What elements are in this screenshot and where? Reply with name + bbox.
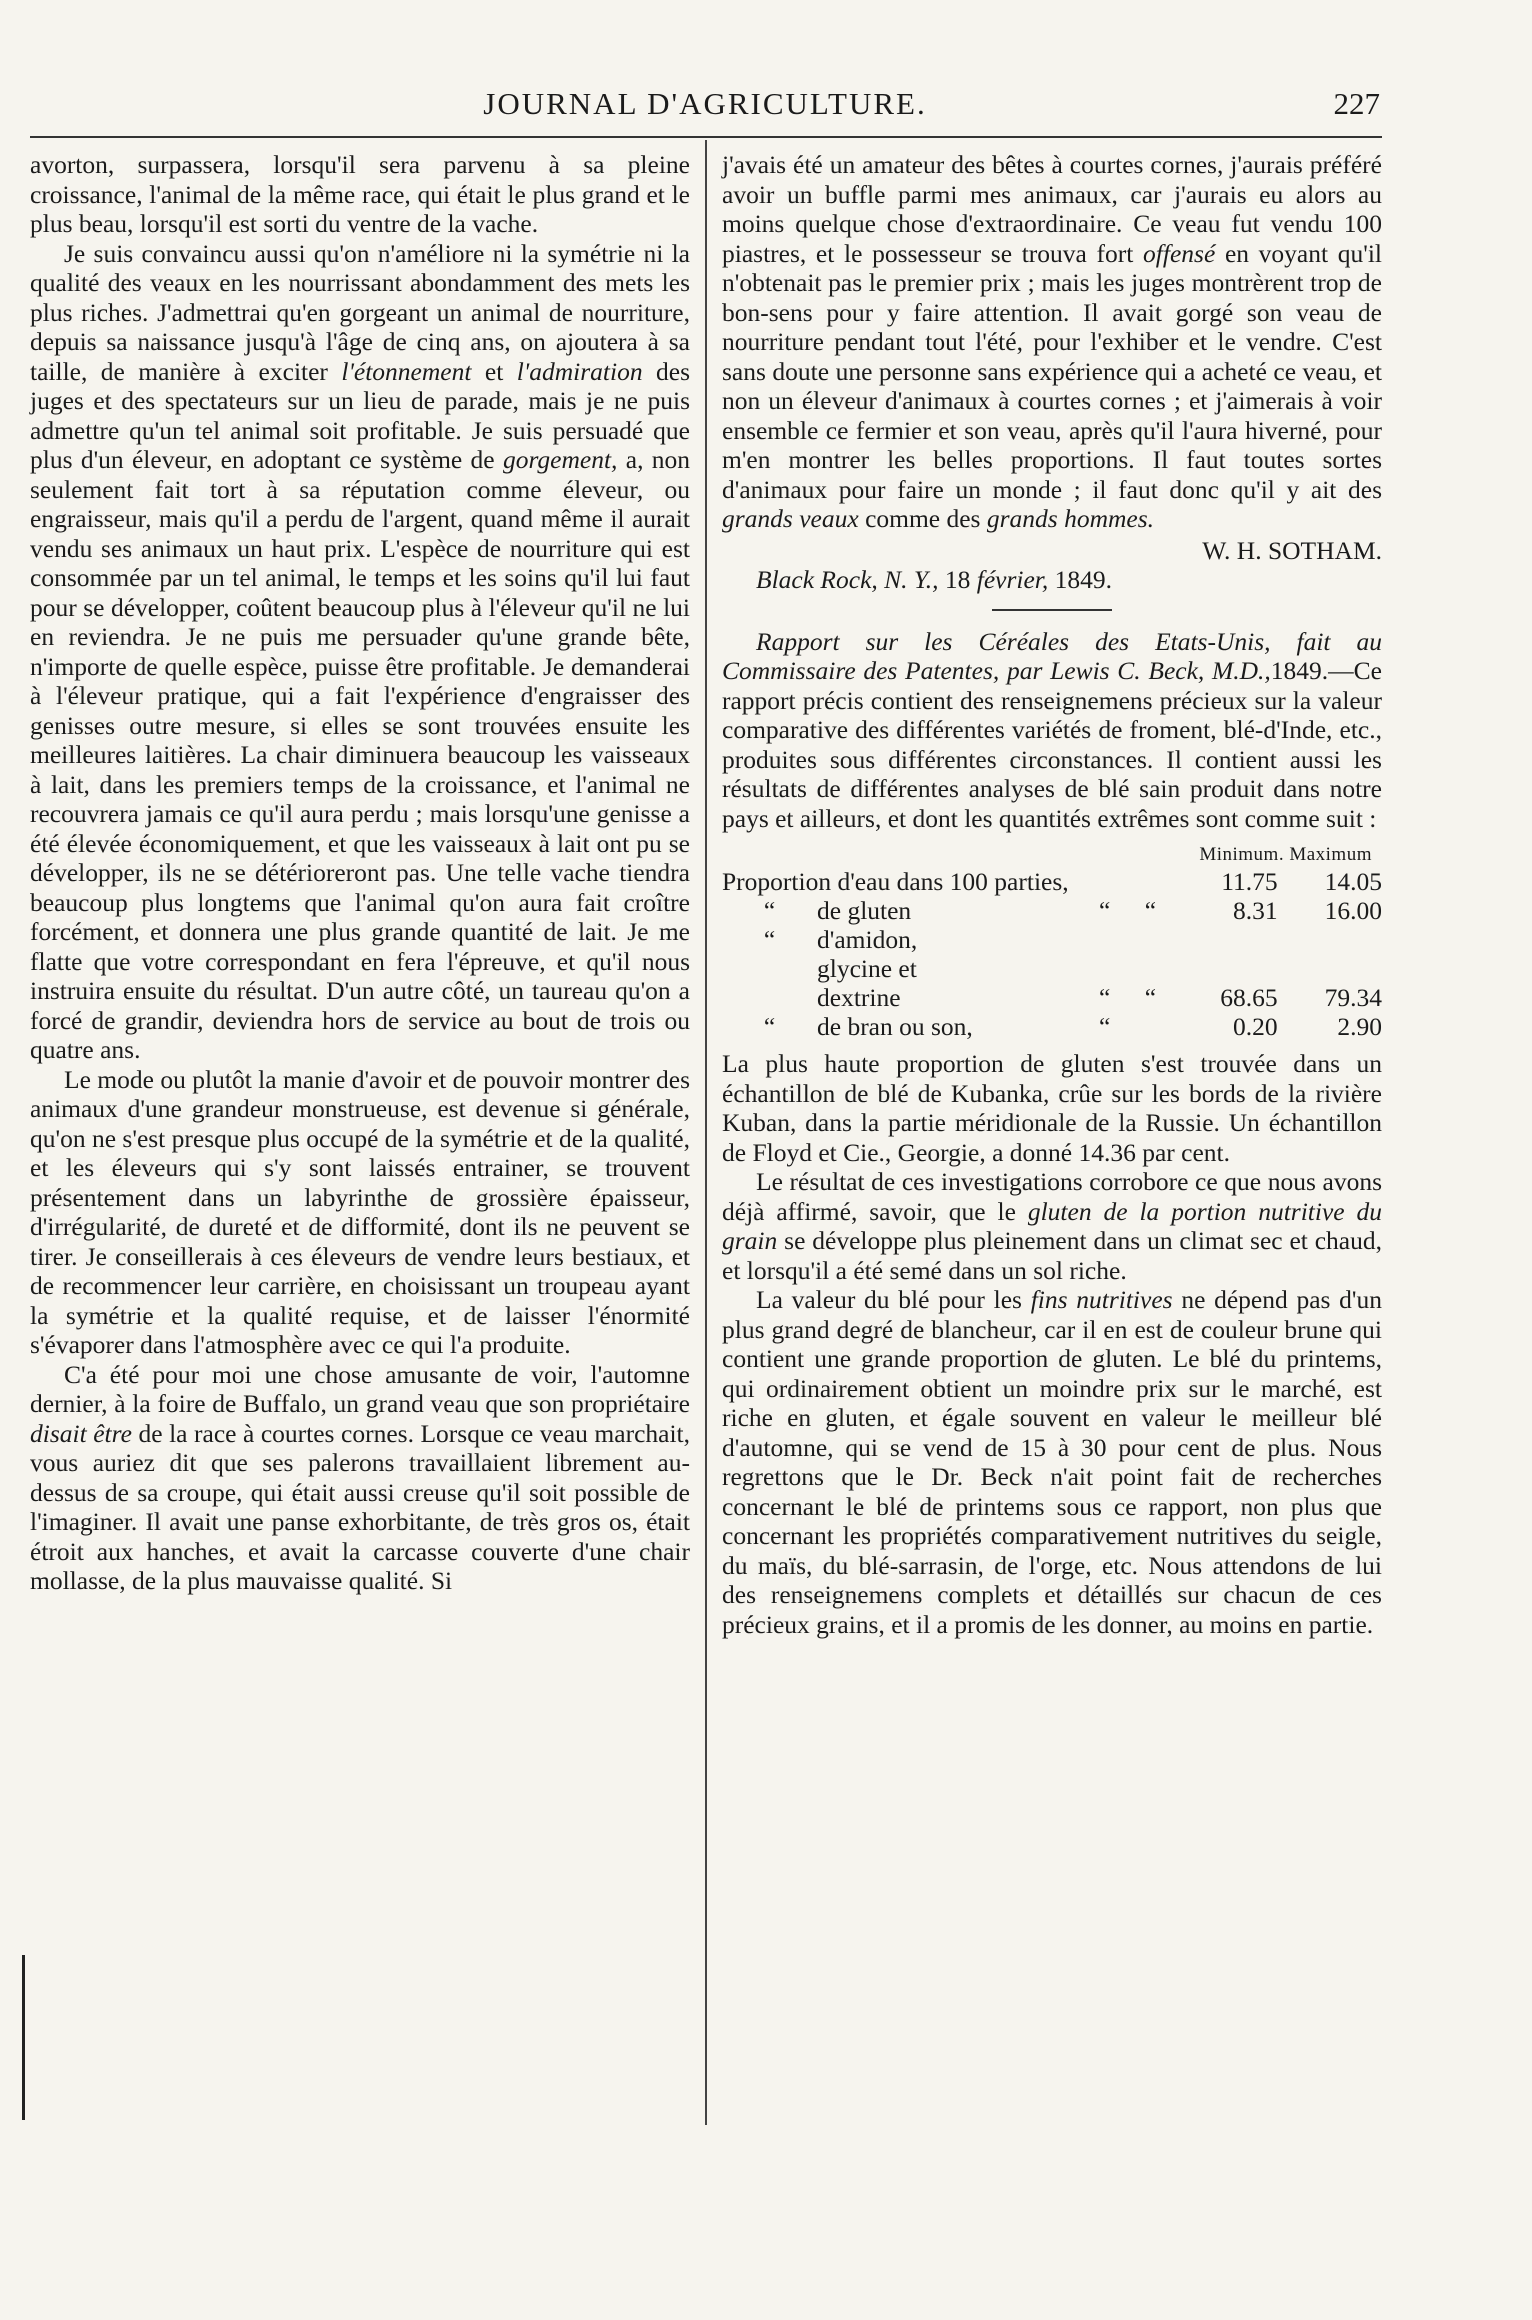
text-run: Le résultat de ces investigations corrobore ce que nous avons déjà affirmé, savoir, que le: [722, 1167, 1382, 1226]
paragraph: Le mode ou plutôt la manie d'avoir et de pouvoir montrer des animaux d'une grandeur monstrueuse, est devenue si générale, qu'on ne s'est presque plus occupé de la symétrie et de la qualité, et les éleveurs qui s'y sont laissés entrainer, se trouvent présentement dans un labyrinthe de grossière épaisseur, d'irrégularité, de dureté et de difformité, dont ils ne peuvent se tirer. Je conseillerais à ces éleveurs de vendre leurs bestiaux, et de recommencer leur carrière, en choisissant un troupeau ayant la symétrie et la qualité requise, et de laisser l'énormité s'évaporer dans l'atmosphère avec ce qui l'a produite.: [30, 1064, 690, 1359]
maximum-value: [1278, 925, 1382, 954]
row-label-text: dextrine: [817, 983, 901, 1012]
ditto-mark: “: [763, 1012, 776, 1041]
text-run: 1849.: [1054, 565, 1113, 594]
table-row: [722, 983, 1382, 1012]
paragraph: [722, 1285, 1382, 1639]
row-label: [722, 896, 1082, 925]
ditto-mark: “: [1098, 1012, 1111, 1041]
ditto-mark: “: [1144, 896, 1157, 925]
row-label: [722, 867, 1082, 896]
ditto-mark: “: [1144, 983, 1157, 1012]
table-row: [722, 896, 1382, 925]
row-label: [722, 983, 1082, 1012]
paragraph: [722, 150, 1382, 534]
table-row: [722, 1012, 1382, 1041]
italic-run: offensé: [1143, 238, 1216, 268]
ditto-mark: [1082, 867, 1128, 896]
ditto-mark: [1128, 925, 1174, 954]
italic-run: disait être: [30, 1418, 132, 1448]
row-label: [722, 954, 1082, 983]
italic-run: fins nutritives: [1030, 1285, 1173, 1314]
maximum-value: 2.90: [1337, 1012, 1382, 1041]
signature: W. H. SOTHAM.: [1202, 535, 1382, 565]
table-row: [722, 954, 1382, 983]
paragraph: La plus haute proportion de gluten s'est trouvée dans un échantillon de blé de Kubanka, crûe sur les bords de la rivière Kuban, dans la partie méridionale de la Russie. Un échantillon de Floyd et Cie., Georgie, a donné 14.36 par cent.: [722, 1049, 1382, 1167]
table-header: Minimum. Maximum: [1199, 844, 1372, 865]
header-rule: [30, 136, 1382, 138]
italic-run: grands hommes.: [986, 504, 1155, 533]
ditto-mark: [1128, 1012, 1174, 1041]
text-run: La valeur du blé pour les: [756, 1285, 1022, 1314]
text-run: comme des: [865, 504, 981, 533]
italic-run: grands veaux: [722, 504, 859, 533]
row-label-text: de gluten: [817, 896, 912, 925]
row-label: [722, 925, 1082, 954]
ditto-mark: “: [1098, 896, 1111, 925]
minimum-value: [1173, 925, 1277, 954]
italic-run: l'admiration: [516, 356, 643, 386]
report-paragraph: [722, 627, 1382, 834]
maximum-value: 14.05: [1324, 867, 1382, 896]
row-label: [722, 1012, 1082, 1041]
maximum-value: [1278, 954, 1382, 983]
text-run: et: [484, 356, 504, 386]
row-label-text: glycine et: [817, 954, 917, 983]
table-row: [722, 925, 1382, 954]
text-run: j'avais été un amateur des bêtes à courtes cornes, j'aurais préféré avoir un buffle parmi mes animaux, car j'aurais eu alors au moins quelque chose d'extraordinaire. Ce veau fut vendu 100 piastres, et le possesseur se trouva fort: [722, 150, 1382, 268]
ditto-mark: [1082, 925, 1128, 954]
page-header: [30, 82, 1380, 132]
row-label-text: de bran ou son,: [817, 1012, 973, 1041]
margin-mark: [22, 1955, 25, 2120]
text-run: de la race à courtes cornes. Lorsque ce veau marchait, vous auriez dit que ses palerons travaillaient librement au-dessus de sa croupe, qui était aussi creuse qu'il soit possible de l'imaginer. Il avait une panse exhorbitante, de très gros os, était étroit aux hanches, et avait la carcasse couverte d'une chair mollasse, de la plus mauvaisse qualité. Si: [30, 1418, 690, 1595]
analysis-table: [722, 867, 1382, 1041]
ditto-mark: [1128, 867, 1174, 896]
ditto-mark: “: [1098, 983, 1111, 1012]
maximum-value: 79.34: [1324, 983, 1382, 1012]
text-run: se développe plus pleinement dans un climat sec et chaud, et lorsqu'il a été semé dans un sol riche.: [722, 1226, 1382, 1285]
text-run: C'a été pour moi une chose amusante de voir, l'automne dernier, à la foire de Buffalo, un grand veau que son propriétaire: [30, 1359, 690, 1418]
text-run: en voyant qu'il n'obtenait pas le premier prix ; mais les juges montrèrent trop de bon-sens pour y faire attention. Il avait gorgé son veau de nourriture pendant tout l'été, pour l'exhiber et le vendre. C'est sans doute une personne sans expérience qui a acheté ce veau, et non un éleveur d'animaux à courtes cornes ; et j'aimerais à voir ensemble ce fermier et son veau, après qu'il l'aura hiverné, pour m'en montrer les belles proportions. Il faut toutes sortes d'animaux pour faire un monde ; il faut donc qu'il y ait des: [722, 238, 1383, 504]
italic-run: gorgement,: [502, 445, 618, 474]
paragraph: [722, 1167, 1382, 1285]
table-row: [722, 867, 1382, 896]
ditto-mark: “: [763, 925, 776, 954]
maximum-value: 16.00: [1324, 896, 1382, 925]
text-run: des juges et des spectateurs sur un lieu de parade, mais je ne puis admettre qu'un tel animal soit profitable. Je suis persuadé que plus d'un éleveur, en adoptant ce système de: [30, 356, 691, 474]
column-divider: [705, 140, 707, 2125]
paragraph: [30, 239, 690, 1065]
left-column: [30, 150, 690, 1596]
ditto-mark: [1082, 954, 1128, 983]
text-run: 18: [944, 565, 971, 594]
paragraph: avorton, surpassera, lorsqu'il sera parvenu à sa pleine croissance, l'animal de la même race, qui était le plus grand et le plus beau, lorsqu'il est sorti du ventre de la vache.: [30, 150, 690, 238]
minimum-value: [1173, 954, 1277, 983]
dateline: [722, 565, 1382, 595]
ditto-mark: “: [763, 896, 776, 925]
ditto-mark: [1128, 954, 1174, 983]
paragraph: [30, 1360, 690, 1596]
text-run: février,: [976, 565, 1049, 594]
text-run: Black Rock, N. Y.,: [756, 565, 939, 594]
minimum-value: 8.31: [1233, 896, 1278, 925]
report-title: Rapport sur les Céréales des Etats-Unis, fait au Commissaire des Patentes, par Lewis C. Beck, M.D.,: [722, 626, 1382, 685]
italic-run: gluten de la portion nutritive du grain: [722, 1196, 1382, 1255]
row-label-text: d'amidon,: [817, 925, 918, 954]
page-number: 227: [1333, 86, 1380, 121]
text-run: Je suis convaincu aussi qu'on n'améliore ni la symétrie ni la qualité des veaux en les nourrissant abondamment des mets les plus riches. J'admettrai qu'en gorgeant un animal de nourriture, depuis sa naissance jusqu'à l'âge de cinq ans, on ajoutera à sa taille, de manière à exciter: [30, 238, 690, 386]
row-label-text: Proportion d'eau dans 100 parties,: [722, 867, 1069, 896]
running-title: JOURNAL D'AGRICULTURE.: [483, 86, 927, 121]
section-rule: [992, 609, 1112, 611]
right-column: [722, 150, 1382, 1639]
text-run: ne dépend pas d'un plus grand degré de blancheur, car il en est de couleur brune qui contient une grande proportion de gluten. Le blé du printems, qui ordinairement obtient un moindre prix sur le marché, est riche en gluten, et égale souvent en valeur le meilleur blé d'automne, qui se vend de 15 à 30 pour cent de plus. Nous regrettons que le Dr. Beck n'ait point fait de recherches concernant le blé de printems sous ce rapport, non plus que concernant les propriétés comparativement nutritives du seigle, du maïs, du blé-sarrasin, de l'orge, etc. Nous attendons de lui des renseignemens complets et détaillés sur chacun de ces précieux grains, et il a promis de les donner, au moins en partie.: [722, 1285, 1383, 1639]
minimum-value: 11.75: [1221, 867, 1278, 896]
italic-run: l'étonnement: [341, 356, 472, 386]
minimum-value: 0.20: [1233, 1012, 1278, 1041]
minimum-value: 68.65: [1220, 983, 1278, 1012]
text-run: 1849.—Ce rapport précis contient des renseignemens précieux sur la valeur comparative des différentes variétés de froment, blé-d'Inde, etc., produites sous différentes circonstances. Il contient aussi les résultats de différentes analyses de blé sain produit dans notre pays et ailleurs, et dont les quantités extrêmes sont comme suit :: [722, 656, 1382, 833]
text-run: a, non seulement fait tort à sa réputation comme éleveur, ou engraisseur, mais qu'il a perdu de l'argent, quand même il aurait vendu ses animaux un haut prix. L'espèce de nourriture qui est consommée par un tel animal, le temps et les soins qu'il lui faut pour se développer, coûtent beaucoup plus à l'éleveur qu'il ne lui en reviendra. Je ne puis me persuader qu'une grande bête, n'importe de quelle espèce, puisse être profitable. Je demanderai à l'éleveur pratique, qui a fait l'expérience d'engraisser des genisses outre mesure, si elles se sont trouvées ensuite les meilleures laitières. La chair diminuera beaucoup les vaisseaux à lait, dans les premiers temps de la croissance, et l'animal ne recouvrera jamais ce qu'il aura perdu ; mais lorsqu'une genisse a été élevée économiquement, et que les vaisseaux à lait ont pu se développer, ils ne se détérioreront pas. Une telle vache tiendra beaucoup plus longtems que l'animal qu'on aura fait croître forcément, et donnera une plus grande quantité de lait. Je me flatte que votre correspondant en fera l'épreuve, et qu'il nous instruira ensuite du résultat. D'un autre côté, un taureau qu'on a forcé de grandir, deviendra hors de service au bout de trois ou quatre ans.: [30, 445, 691, 1064]
